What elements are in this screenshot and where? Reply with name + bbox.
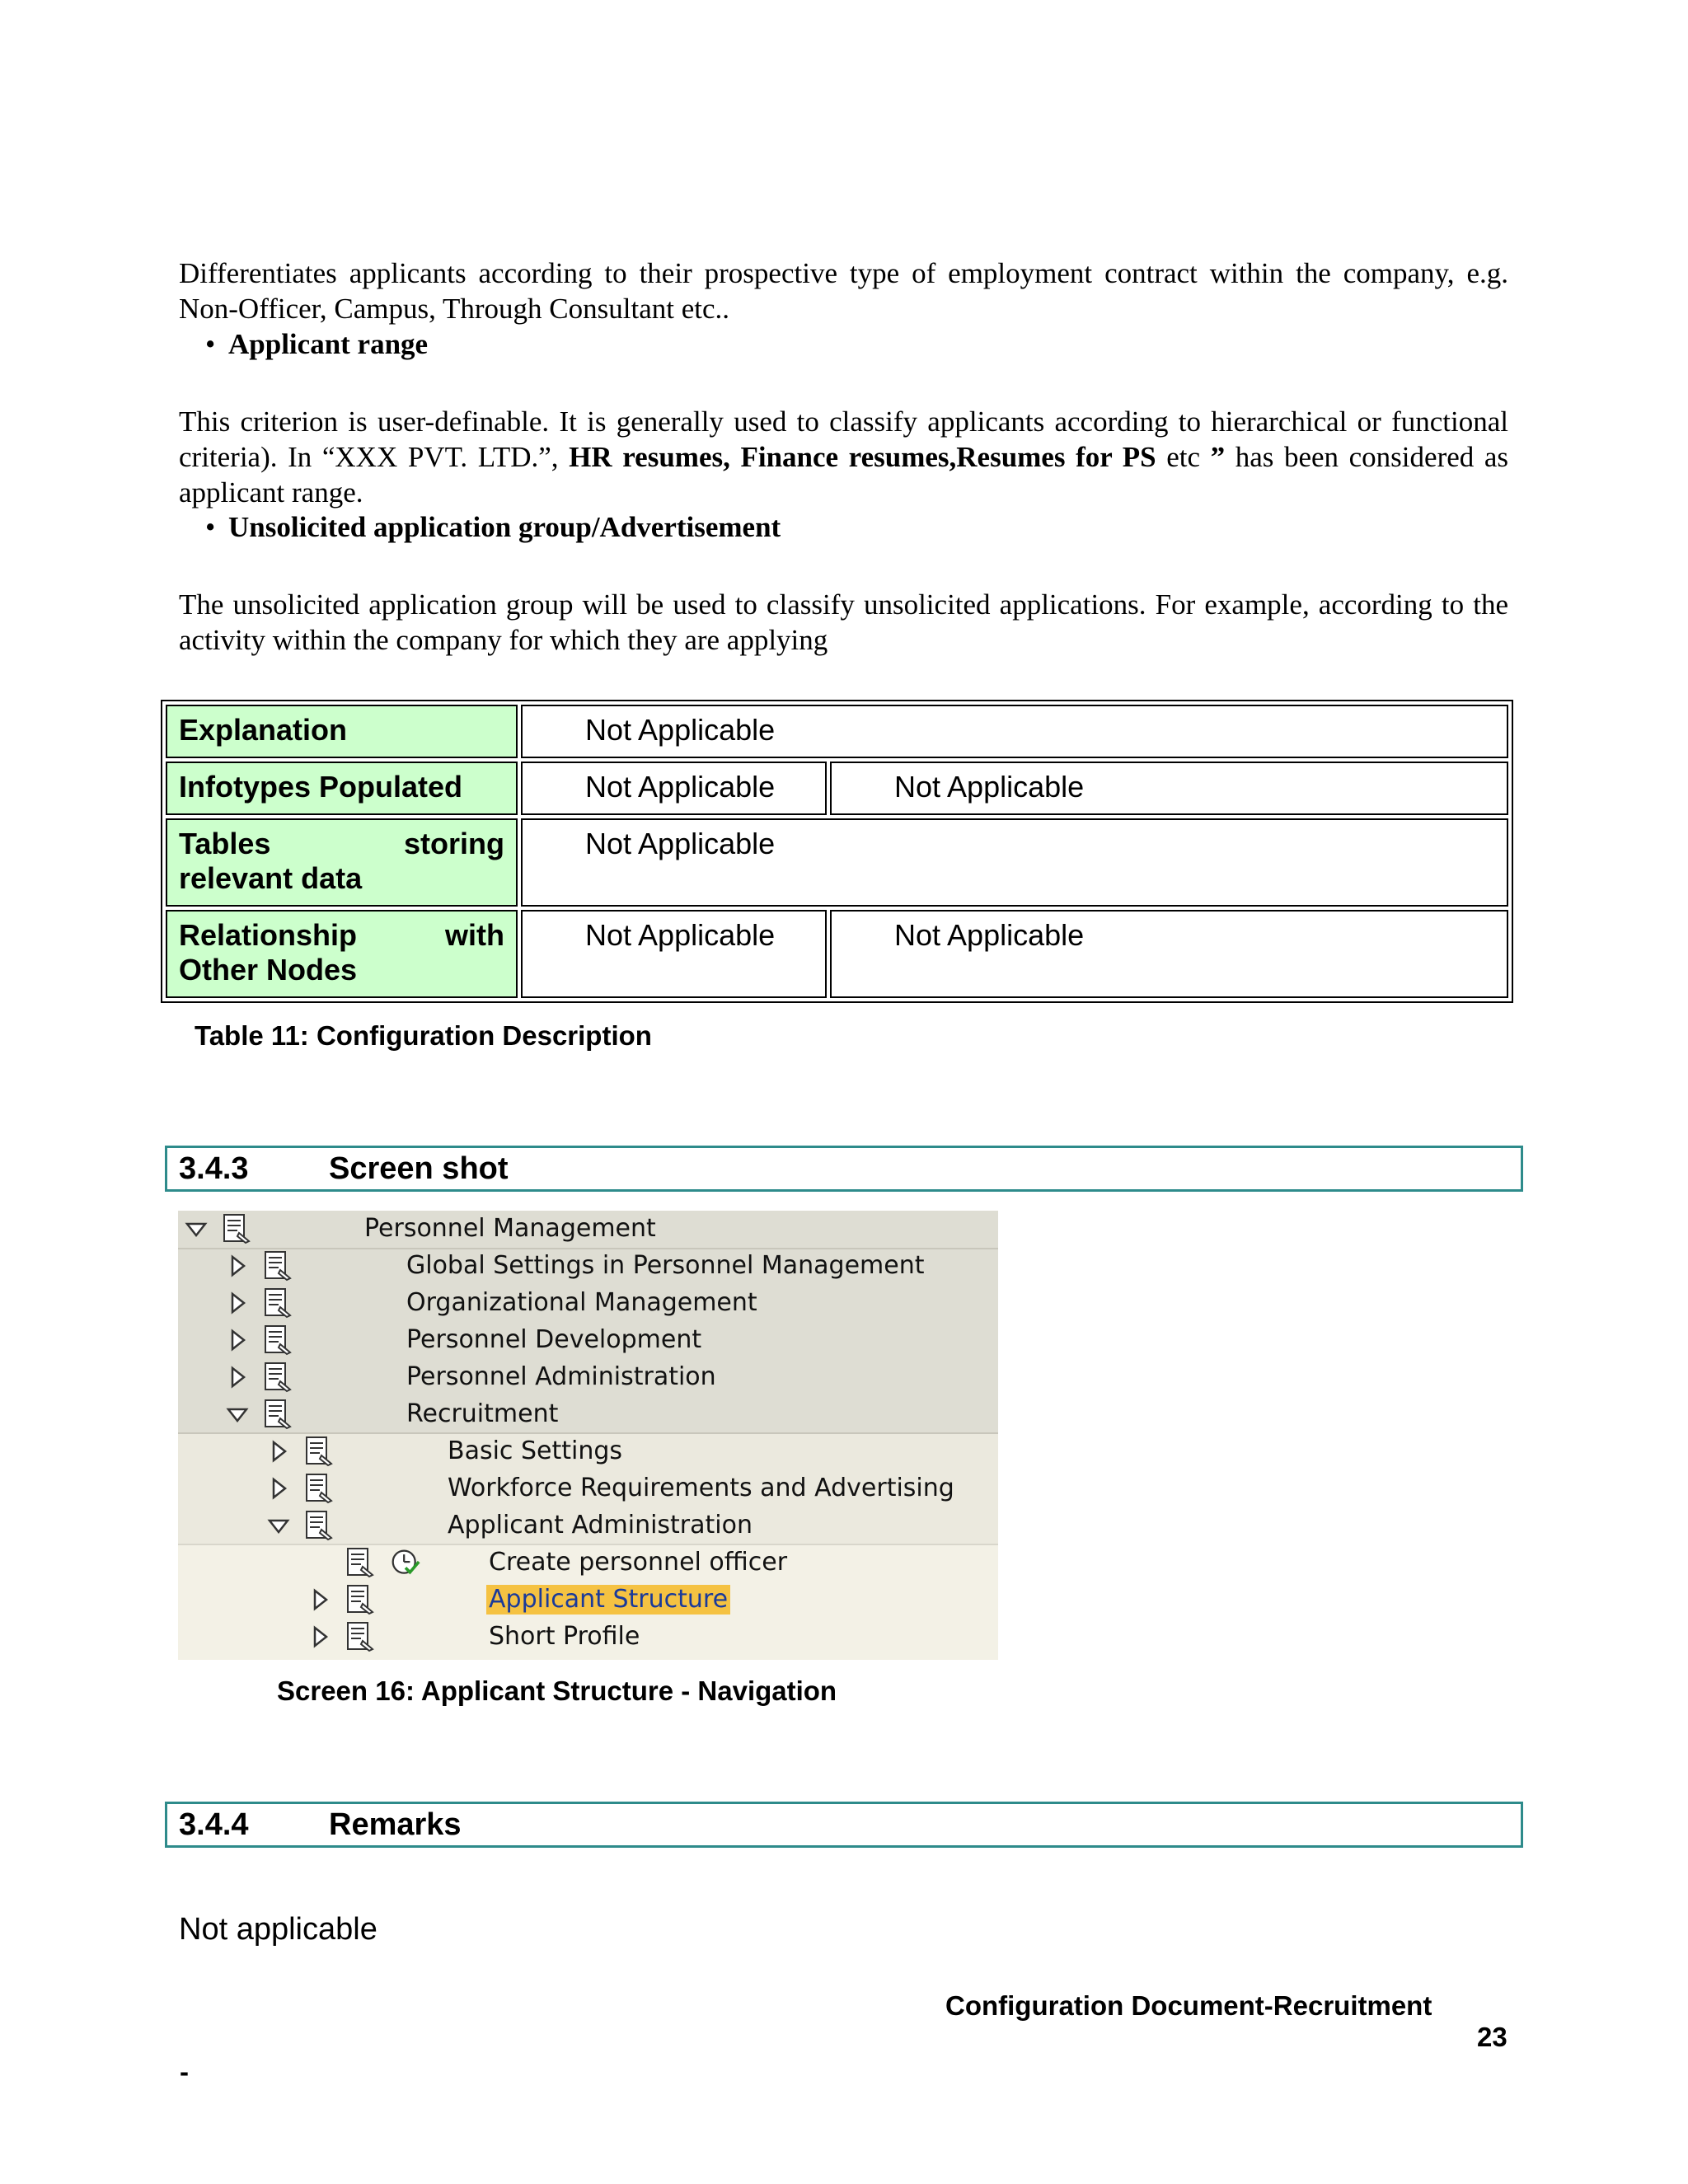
- paragraph-applicant-range: [179, 404, 1508, 510]
- tree-node-label[interactable]: Personnel Administration: [406, 1362, 716, 1391]
- bullet-label: Unsolicited application group/Advertisement: [228, 511, 781, 543]
- document-icon: [346, 1584, 376, 1615]
- section-title: Remarks: [329, 1807, 462, 1842]
- document-icon: [305, 1436, 335, 1467]
- table-cell: Not Applicable: [521, 818, 1508, 907]
- collapse-triangle-icon[interactable]: [267, 1514, 290, 1537]
- screen-caption: Screen 16: Applicant Structure - Navigation: [277, 1675, 837, 1706]
- table-cell: Not Applicable: [830, 762, 1508, 815]
- table-header-tables: Tables storing relevant data: [166, 818, 518, 907]
- expand-triangle-icon[interactable]: [308, 1588, 331, 1611]
- tree-node-workforce-requirements[interactable]: [178, 1470, 998, 1507]
- tree-node-label[interactable]: Basic Settings: [448, 1436, 623, 1465]
- expand-triangle-icon[interactable]: [226, 1291, 249, 1315]
- expand-triangle-icon[interactable]: [226, 1329, 249, 1352]
- document-icon: [223, 1213, 252, 1244]
- section-number: 3.4.4: [179, 1807, 249, 1842]
- table-cell: Not Applicable: [521, 762, 827, 815]
- document-icon: [346, 1547, 376, 1578]
- bullet-dot: •: [205, 511, 216, 543]
- tree-node-basic-settings[interactable]: [178, 1433, 998, 1470]
- section-heading-remarks: [165, 1802, 1523, 1848]
- section-heading-screenshot: [165, 1146, 1523, 1192]
- paragraph-employment-contract: Differentiates applicants according to their prospective type of employment contract within the company, e.g. Non-Officer, Campus, Through Consultant etc..: [179, 257, 1508, 325]
- tree-node-create-personnel-officer[interactable]: [178, 1544, 998, 1582]
- para2-bold: HR resumes, Finance resumes,Resumes for PS: [569, 441, 1156, 473]
- bullet-unsolicited-group: [205, 509, 781, 545]
- sap-img-tree: [178, 1211, 998, 1660]
- tree-node-applicant-administration[interactable]: [178, 1507, 998, 1544]
- document-icon: [264, 1287, 293, 1319]
- footer-document-title: Configuration Document-Recruitment: [945, 1990, 1432, 2021]
- footer-dash: -: [180, 2056, 189, 2087]
- section-number: 3.4.3: [179, 1151, 249, 1186]
- tree-node-global-settings[interactable]: [178, 1248, 998, 1285]
- bullet-label: Applicant range: [228, 328, 429, 360]
- expand-triangle-icon[interactable]: [267, 1440, 290, 1463]
- collapse-triangle-icon[interactable]: [185, 1217, 208, 1240]
- tree-node-label[interactable]: Applicant Administration: [448, 1511, 753, 1540]
- bullet-applicant-range: [205, 326, 429, 362]
- document-icon: [305, 1473, 335, 1504]
- tree-node-personnel-development[interactable]: [178, 1322, 998, 1359]
- para2-text: This criterion is user-definable. It is generally used to classify applicants according to hierarchical or functional criteria). In “XXX PVT. LTD.”,: [179, 405, 1508, 473]
- tree-node-applicant-structure[interactable]: [178, 1582, 998, 1619]
- table-header-explanation: Explanation: [166, 705, 518, 758]
- tree-node-personnel-management[interactable]: [178, 1211, 998, 1248]
- document-icon: [346, 1621, 376, 1652]
- tree-node-label[interactable]: Personnel Development: [406, 1325, 702, 1354]
- collapse-triangle-icon[interactable]: [226, 1403, 249, 1426]
- table-header-relationship: Relationship with Other Nodes: [166, 910, 518, 998]
- tree-node-recruitment[interactable]: [178, 1396, 998, 1433]
- bullet-dot: •: [205, 328, 216, 360]
- tree-node-label[interactable]: Organizational Management: [406, 1288, 757, 1317]
- execute-clock-icon[interactable]: [391, 1547, 420, 1578]
- document-icon: [305, 1510, 335, 1541]
- document-icon: [264, 1399, 293, 1430]
- remarks-text: Not applicable: [179, 1912, 377, 1947]
- expand-triangle-icon[interactable]: [308, 1625, 331, 1648]
- tree-node-personnel-administration[interactable]: [178, 1359, 998, 1396]
- table-header-infotypes: Infotypes Populated: [166, 762, 518, 815]
- tree-node-organizational-management[interactable]: [178, 1285, 998, 1322]
- expand-triangle-icon[interactable]: [226, 1366, 249, 1389]
- document-icon: [264, 1361, 293, 1393]
- section-title: Screen shot: [329, 1151, 509, 1186]
- document-icon: [264, 1250, 293, 1282]
- para2-quote: ”: [1210, 441, 1226, 473]
- expand-triangle-icon[interactable]: [226, 1254, 249, 1277]
- tree-node-label[interactable]: Recruitment: [406, 1399, 559, 1428]
- configuration-table: [161, 700, 1513, 1003]
- table-cell: Not Applicable: [521, 910, 827, 998]
- paragraph-unsolicited: The unsolicited application group will be used to classify unsolicited applications. For example, according to the activity within the company for which they are applying: [179, 588, 1508, 656]
- para2-text-b: etc: [1156, 441, 1211, 473]
- tree-node-label[interactable]: Workforce Requirements and Advertising: [448, 1474, 954, 1502]
- tree-node-label-selected[interactable]: Applicant Structure: [486, 1585, 730, 1615]
- tree-node-label[interactable]: Personnel Management: [364, 1214, 656, 1243]
- table-cell: Not Applicable: [521, 705, 1508, 758]
- document-icon: [264, 1324, 293, 1356]
- tree-node-label[interactable]: Create personnel officer: [489, 1548, 788, 1577]
- table-caption: Table 11: Configuration Description: [195, 1020, 652, 1051]
- para2-text-c: has been considered as applicant range.: [179, 441, 1509, 509]
- tree-node-short-profile[interactable]: [178, 1619, 998, 1656]
- page-number: 23: [1477, 2022, 1507, 2052]
- tree-node-label[interactable]: Short Profile: [489, 1622, 640, 1651]
- tree-node-label[interactable]: Global Settings in Personnel Management: [406, 1251, 925, 1280]
- table-cell: Not Applicable: [830, 910, 1508, 998]
- expand-triangle-icon[interactable]: [267, 1477, 290, 1500]
